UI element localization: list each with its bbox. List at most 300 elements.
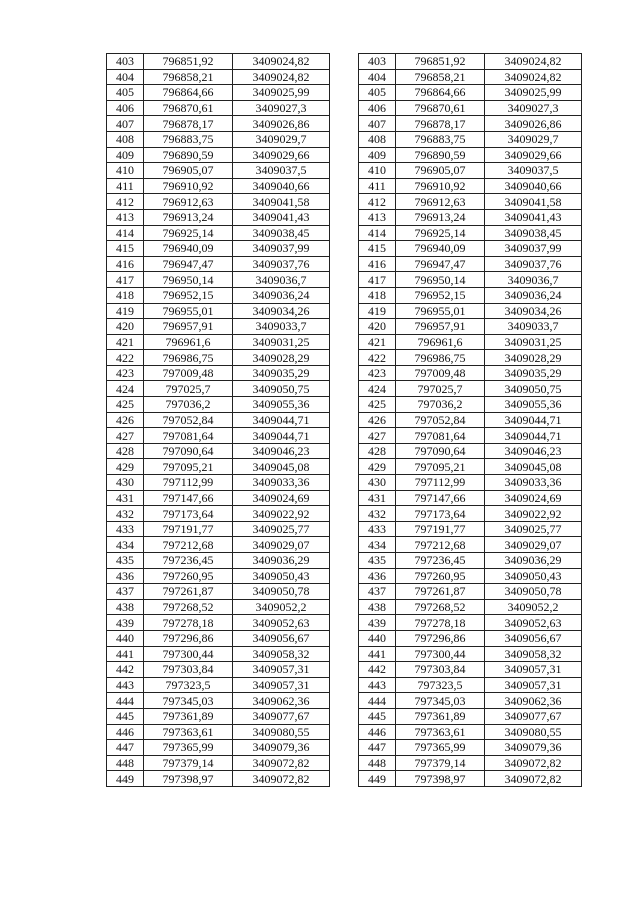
x-coordinate-cell: 797345,03 [396, 693, 485, 709]
table-row [359, 490, 582, 506]
x-coordinate-cell: 797260,95 [396, 568, 485, 584]
y-coordinate-cell: 3409041,58 [233, 194, 330, 210]
x-coordinate-cell: 796955,01 [144, 303, 233, 319]
x-coordinate-cell: 796878,17 [144, 116, 233, 132]
x-coordinate-cell: 797278,18 [396, 615, 485, 631]
point-number-cell: 438 [359, 599, 396, 615]
point-number-cell: 407 [107, 116, 144, 132]
x-coordinate-cell: 796870,61 [396, 100, 485, 116]
point-number-cell: 442 [107, 662, 144, 678]
x-coordinate-cell: 797296,86 [144, 630, 233, 646]
y-coordinate-cell: 3409028,29 [233, 350, 330, 366]
table-row [107, 677, 330, 693]
x-coordinate-cell: 797095,21 [144, 459, 233, 475]
point-number-cell: 414 [359, 225, 396, 241]
y-coordinate-cell: 3409036,7 [485, 272, 582, 288]
table-row [359, 303, 582, 319]
table-row [107, 724, 330, 740]
x-coordinate-cell: 796950,14 [396, 272, 485, 288]
x-coordinate-cell: 796864,66 [396, 85, 485, 101]
x-coordinate-cell: 796952,15 [396, 287, 485, 303]
table-row [107, 599, 330, 615]
point-number-cell: 441 [107, 646, 144, 662]
table-row [359, 428, 582, 444]
y-coordinate-cell: 3409052,2 [233, 599, 330, 615]
x-coordinate-cell: 796912,63 [144, 194, 233, 210]
x-coordinate-cell: 797303,84 [144, 662, 233, 678]
y-coordinate-cell: 3409025,77 [233, 521, 330, 537]
point-number-cell: 439 [107, 615, 144, 631]
y-coordinate-cell: 3409044,71 [233, 412, 330, 428]
table-row [359, 506, 582, 522]
y-coordinate-cell: 3409062,36 [485, 693, 582, 709]
table-row [359, 334, 582, 350]
point-number-cell: 413 [359, 209, 396, 225]
point-number-cell: 443 [107, 677, 144, 693]
y-coordinate-cell: 3409029,66 [233, 147, 330, 163]
point-number-cell: 423 [107, 365, 144, 381]
x-coordinate-cell: 797303,84 [396, 662, 485, 678]
table-row [359, 708, 582, 724]
table-row [359, 100, 582, 116]
x-coordinate-cell: 797379,14 [396, 755, 485, 771]
y-coordinate-cell: 3409056,67 [233, 630, 330, 646]
point-number-cell: 415 [107, 241, 144, 257]
x-coordinate-cell: 796986,75 [144, 350, 233, 366]
table-row [107, 630, 330, 646]
point-number-cell: 440 [359, 630, 396, 646]
x-coordinate-cell: 796858,21 [396, 69, 485, 85]
x-coordinate-cell: 796905,07 [144, 163, 233, 179]
table-row [359, 163, 582, 179]
y-coordinate-cell: 3409038,45 [485, 225, 582, 241]
point-number-cell: 430 [359, 475, 396, 491]
point-number-cell: 442 [359, 662, 396, 678]
y-coordinate-cell: 3409040,66 [485, 178, 582, 194]
point-number-cell: 445 [359, 708, 396, 724]
x-coordinate-cell: 797095,21 [396, 459, 485, 475]
point-number-cell: 431 [359, 490, 396, 506]
point-number-cell: 445 [107, 708, 144, 724]
x-coordinate-cell: 796952,15 [144, 287, 233, 303]
table-row [359, 287, 582, 303]
y-coordinate-cell: 3409022,92 [233, 506, 330, 522]
point-number-cell: 444 [107, 693, 144, 709]
point-number-cell: 423 [359, 365, 396, 381]
y-coordinate-cell: 3409045,08 [485, 459, 582, 475]
point-number-cell: 418 [359, 287, 396, 303]
y-coordinate-cell: 3409034,26 [233, 303, 330, 319]
y-coordinate-cell: 3409041,58 [485, 194, 582, 210]
y-coordinate-cell: 3409033,36 [485, 475, 582, 491]
point-number-cell: 407 [359, 116, 396, 132]
table-row [107, 241, 330, 257]
x-coordinate-cell: 796851,92 [396, 54, 485, 70]
point-number-cell: 412 [359, 194, 396, 210]
x-coordinate-cell: 797147,66 [144, 490, 233, 506]
x-coordinate-cell: 797268,52 [396, 599, 485, 615]
table-row [107, 178, 330, 194]
point-number-cell: 428 [359, 443, 396, 459]
point-number-cell: 449 [359, 771, 396, 787]
x-coordinate-cell: 796883,75 [396, 131, 485, 147]
x-coordinate-cell: 796905,07 [396, 163, 485, 179]
point-number-cell: 434 [359, 537, 396, 553]
table-row [107, 646, 330, 662]
table-row [107, 553, 330, 569]
x-coordinate-cell: 797363,61 [144, 724, 233, 740]
point-number-cell: 403 [359, 54, 396, 70]
x-coordinate-cell: 796913,24 [144, 209, 233, 225]
table-row [359, 178, 582, 194]
y-coordinate-cell: 3409041,43 [233, 209, 330, 225]
point-number-cell: 419 [359, 303, 396, 319]
y-coordinate-cell: 3409050,78 [485, 584, 582, 600]
x-coordinate-cell: 796957,91 [396, 319, 485, 335]
point-number-cell: 437 [107, 584, 144, 600]
point-number-cell: 435 [359, 553, 396, 569]
y-coordinate-cell: 3409036,7 [233, 272, 330, 288]
table-row [107, 319, 330, 335]
x-coordinate-cell: 796878,17 [396, 116, 485, 132]
y-coordinate-cell: 3409024,82 [233, 54, 330, 70]
table-row [359, 194, 582, 210]
y-coordinate-cell: 3409037,5 [233, 163, 330, 179]
table-row [359, 599, 582, 615]
x-coordinate-cell: 796950,14 [144, 272, 233, 288]
point-number-cell: 425 [359, 397, 396, 413]
x-coordinate-cell: 797261,87 [396, 584, 485, 600]
table-row [359, 459, 582, 475]
y-coordinate-cell: 3409057,31 [485, 677, 582, 693]
point-number-cell: 446 [107, 724, 144, 740]
x-coordinate-cell: 796957,91 [144, 319, 233, 335]
y-coordinate-cell: 3409050,75 [485, 381, 582, 397]
table-row [359, 147, 582, 163]
table-row [107, 443, 330, 459]
x-coordinate-cell: 797236,45 [144, 553, 233, 569]
y-coordinate-cell: 3409052,2 [485, 599, 582, 615]
table-row [107, 397, 330, 413]
x-coordinate-cell: 796925,14 [396, 225, 485, 241]
x-coordinate-cell: 797025,7 [144, 381, 233, 397]
y-coordinate-cell: 3409052,63 [485, 615, 582, 631]
y-coordinate-cell: 3409033,7 [233, 319, 330, 335]
point-number-cell: 448 [359, 755, 396, 771]
y-coordinate-cell: 3409037,76 [233, 256, 330, 272]
y-coordinate-cell: 3409077,67 [485, 708, 582, 724]
table-row [359, 85, 582, 101]
point-number-cell: 420 [107, 319, 144, 335]
point-number-cell: 417 [359, 272, 396, 288]
point-number-cell: 429 [107, 459, 144, 475]
table-row [359, 381, 582, 397]
table-row [359, 677, 582, 693]
y-coordinate-cell: 3409056,67 [485, 630, 582, 646]
y-coordinate-cell: 3409024,82 [233, 69, 330, 85]
x-coordinate-cell: 796940,09 [144, 241, 233, 257]
table-row [107, 475, 330, 491]
y-coordinate-cell: 3409045,08 [233, 459, 330, 475]
y-coordinate-cell: 3409072,82 [233, 771, 330, 787]
table-row [107, 54, 330, 70]
point-number-cell: 436 [107, 568, 144, 584]
table-row [107, 459, 330, 475]
point-number-cell: 408 [359, 131, 396, 147]
y-coordinate-cell: 3409044,71 [485, 412, 582, 428]
point-number-cell: 405 [107, 85, 144, 101]
point-number-cell: 406 [107, 100, 144, 116]
point-number-cell: 422 [107, 350, 144, 366]
x-coordinate-cell: 796913,24 [396, 209, 485, 225]
x-coordinate-cell: 797212,68 [396, 537, 485, 553]
table-row [359, 693, 582, 709]
y-coordinate-cell: 3409058,32 [485, 646, 582, 662]
point-number-cell: 419 [107, 303, 144, 319]
y-coordinate-cell: 3409033,7 [485, 319, 582, 335]
table-row [359, 615, 582, 631]
table-row [107, 100, 330, 116]
point-number-cell: 443 [359, 677, 396, 693]
table-row [107, 381, 330, 397]
table-row [359, 521, 582, 537]
table-row [107, 412, 330, 428]
point-number-cell: 430 [107, 475, 144, 491]
y-coordinate-cell: 3409044,71 [233, 428, 330, 444]
y-coordinate-cell: 3409072,82 [233, 755, 330, 771]
x-coordinate-cell: 797398,97 [144, 771, 233, 787]
x-coordinate-cell: 797173,64 [144, 506, 233, 522]
table-row [107, 490, 330, 506]
table-row [359, 724, 582, 740]
x-coordinate-cell: 796986,75 [396, 350, 485, 366]
x-coordinate-cell: 796947,47 [144, 256, 233, 272]
table-row [107, 194, 330, 210]
x-coordinate-cell: 796910,92 [144, 178, 233, 194]
table-row [107, 131, 330, 147]
table-row [107, 708, 330, 724]
y-coordinate-cell: 3409050,78 [233, 584, 330, 600]
table-row [359, 443, 582, 459]
x-coordinate-cell: 797323,5 [396, 677, 485, 693]
y-coordinate-cell: 3409031,25 [485, 334, 582, 350]
y-coordinate-cell: 3409037,99 [233, 241, 330, 257]
y-coordinate-cell: 3409079,36 [233, 740, 330, 756]
y-coordinate-cell: 3409029,7 [233, 131, 330, 147]
x-coordinate-cell: 797081,64 [396, 428, 485, 444]
y-coordinate-cell: 3409028,29 [485, 350, 582, 366]
x-coordinate-cell: 796910,92 [396, 178, 485, 194]
y-coordinate-cell: 3409041,43 [485, 209, 582, 225]
coordinates-table-body [107, 54, 330, 787]
y-coordinate-cell: 3409025,77 [485, 521, 582, 537]
table-row [107, 521, 330, 537]
y-coordinate-cell: 3409037,5 [485, 163, 582, 179]
y-coordinate-cell: 3409079,36 [485, 740, 582, 756]
x-coordinate-cell: 796851,92 [144, 54, 233, 70]
y-coordinate-cell: 3409031,25 [233, 334, 330, 350]
table-row [107, 163, 330, 179]
point-number-cell: 404 [359, 69, 396, 85]
y-coordinate-cell: 3409033,36 [233, 475, 330, 491]
y-coordinate-cell: 3409037,99 [485, 241, 582, 257]
x-coordinate-cell: 796858,21 [144, 69, 233, 85]
point-number-cell: 434 [107, 537, 144, 553]
table-row [107, 350, 330, 366]
y-coordinate-cell: 3409062,36 [233, 693, 330, 709]
point-number-cell: 444 [359, 693, 396, 709]
point-number-cell: 409 [359, 147, 396, 163]
y-coordinate-cell: 3409036,29 [233, 553, 330, 569]
table-row [359, 365, 582, 381]
point-number-cell: 422 [359, 350, 396, 366]
x-coordinate-cell: 797009,48 [144, 365, 233, 381]
table-row [359, 771, 582, 787]
x-coordinate-cell: 797112,99 [144, 475, 233, 491]
point-number-cell: 441 [359, 646, 396, 662]
x-coordinate-cell: 797379,14 [144, 755, 233, 771]
x-coordinate-cell: 796940,09 [396, 241, 485, 257]
y-coordinate-cell: 3409035,29 [485, 365, 582, 381]
table-row [359, 272, 582, 288]
x-coordinate-cell: 796883,75 [144, 131, 233, 147]
x-coordinate-cell: 797112,99 [396, 475, 485, 491]
table-row [107, 287, 330, 303]
x-coordinate-cell: 797361,89 [144, 708, 233, 724]
y-coordinate-cell: 3409046,23 [485, 443, 582, 459]
table-row [359, 350, 582, 366]
point-number-cell: 416 [359, 256, 396, 272]
y-coordinate-cell: 3409036,29 [485, 553, 582, 569]
point-number-cell: 438 [107, 599, 144, 615]
table-row [107, 256, 330, 272]
point-number-cell: 418 [107, 287, 144, 303]
table-row [107, 69, 330, 85]
x-coordinate-cell: 797300,44 [144, 646, 233, 662]
point-number-cell: 426 [359, 412, 396, 428]
x-coordinate-cell: 797025,7 [396, 381, 485, 397]
point-number-cell: 425 [107, 397, 144, 413]
point-number-cell: 436 [359, 568, 396, 584]
x-coordinate-cell: 797365,99 [396, 740, 485, 756]
point-number-cell: 414 [107, 225, 144, 241]
coordinates-table-right [358, 53, 582, 787]
point-number-cell: 410 [107, 163, 144, 179]
table-row [107, 365, 330, 381]
y-coordinate-cell: 3409035,29 [233, 365, 330, 381]
x-coordinate-cell: 796864,66 [144, 85, 233, 101]
point-number-cell: 429 [359, 459, 396, 475]
y-coordinate-cell: 3409026,86 [485, 116, 582, 132]
y-coordinate-cell: 3409026,86 [233, 116, 330, 132]
table-row [107, 771, 330, 787]
y-coordinate-cell: 3409025,99 [233, 85, 330, 101]
x-coordinate-cell: 796961,6 [396, 334, 485, 350]
point-number-cell: 447 [107, 740, 144, 756]
table-row [359, 630, 582, 646]
y-coordinate-cell: 3409034,26 [485, 303, 582, 319]
x-coordinate-cell: 797300,44 [396, 646, 485, 662]
x-coordinate-cell: 797036,2 [396, 397, 485, 413]
x-coordinate-cell: 797398,97 [396, 771, 485, 787]
x-coordinate-cell: 797236,45 [396, 553, 485, 569]
x-coordinate-cell: 797363,61 [396, 724, 485, 740]
table-row [107, 147, 330, 163]
y-coordinate-cell: 3409080,55 [485, 724, 582, 740]
x-coordinate-cell: 797090,64 [396, 443, 485, 459]
table-row [359, 646, 582, 662]
x-coordinate-cell: 797296,86 [396, 630, 485, 646]
x-coordinate-cell: 797081,64 [144, 428, 233, 444]
table-row [359, 69, 582, 85]
point-number-cell: 435 [107, 553, 144, 569]
point-number-cell: 440 [107, 630, 144, 646]
x-coordinate-cell: 796961,6 [144, 334, 233, 350]
x-coordinate-cell: 796925,14 [144, 225, 233, 241]
table-row [107, 428, 330, 444]
table-row [359, 740, 582, 756]
table-row [359, 475, 582, 491]
y-coordinate-cell: 3409037,76 [485, 256, 582, 272]
point-number-cell: 432 [359, 506, 396, 522]
x-coordinate-cell: 797323,5 [144, 677, 233, 693]
table-row [359, 755, 582, 771]
x-coordinate-cell: 797261,87 [144, 584, 233, 600]
y-coordinate-cell: 3409072,82 [485, 771, 582, 787]
table-row [359, 412, 582, 428]
x-coordinate-cell: 797191,77 [396, 521, 485, 537]
point-number-cell: 420 [359, 319, 396, 335]
table-row [359, 256, 582, 272]
table-row [359, 116, 582, 132]
y-coordinate-cell: 3409050,75 [233, 381, 330, 397]
table-row [107, 662, 330, 678]
table-row [359, 662, 582, 678]
y-coordinate-cell: 3409024,82 [485, 54, 582, 70]
point-number-cell: 417 [107, 272, 144, 288]
y-coordinate-cell: 3409038,45 [233, 225, 330, 241]
y-coordinate-cell: 3409027,3 [233, 100, 330, 116]
x-coordinate-cell: 796955,01 [396, 303, 485, 319]
point-number-cell: 437 [359, 584, 396, 600]
point-number-cell: 406 [359, 100, 396, 116]
table-row [107, 693, 330, 709]
x-coordinate-cell: 797361,89 [396, 708, 485, 724]
table-row [107, 85, 330, 101]
table-row [359, 209, 582, 225]
point-number-cell: 424 [107, 381, 144, 397]
x-coordinate-cell: 797268,52 [144, 599, 233, 615]
table-row [107, 740, 330, 756]
x-coordinate-cell: 797191,77 [144, 521, 233, 537]
point-number-cell: 413 [107, 209, 144, 225]
table-row [359, 537, 582, 553]
point-number-cell: 426 [107, 412, 144, 428]
point-number-cell: 427 [107, 428, 144, 444]
point-number-cell: 408 [107, 131, 144, 147]
y-coordinate-cell: 3409024,82 [485, 69, 582, 85]
y-coordinate-cell: 3409080,55 [233, 724, 330, 740]
x-coordinate-cell: 797260,95 [144, 568, 233, 584]
point-number-cell: 427 [359, 428, 396, 444]
x-coordinate-cell: 797345,03 [144, 693, 233, 709]
y-coordinate-cell: 3409057,31 [233, 662, 330, 678]
y-coordinate-cell: 3409050,43 [233, 568, 330, 584]
table-row [107, 225, 330, 241]
x-coordinate-cell: 796870,61 [144, 100, 233, 116]
point-number-cell: 409 [107, 147, 144, 163]
point-number-cell: 411 [107, 178, 144, 194]
